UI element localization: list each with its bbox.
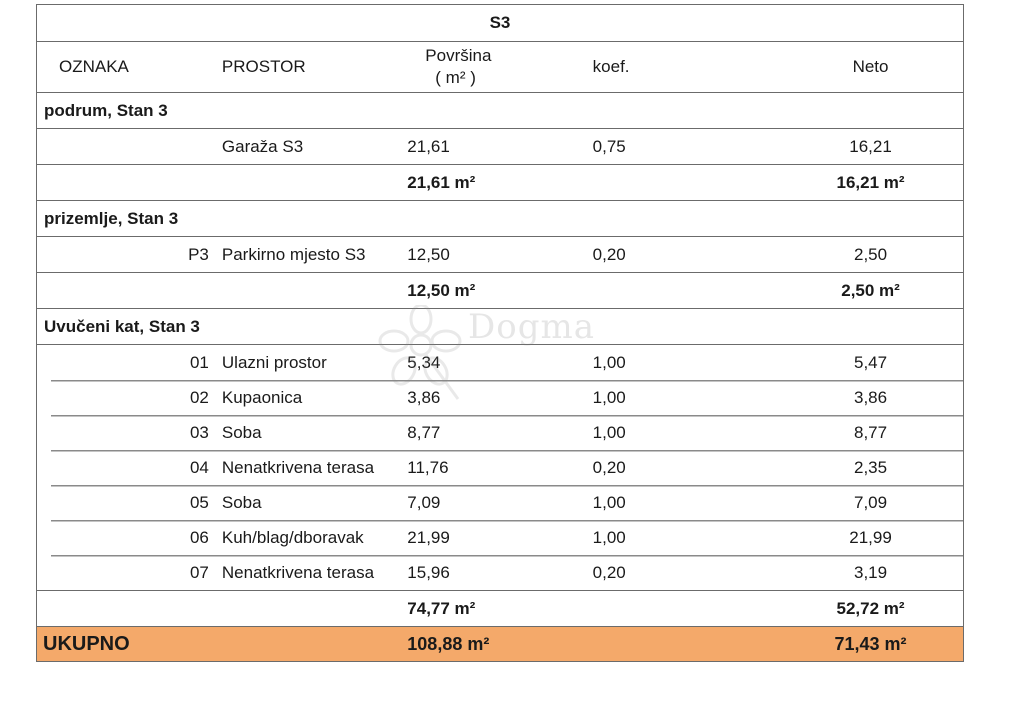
table-row (37, 415, 964, 450)
subtotal-povrsina: 21,61 m² (407, 165, 592, 201)
table-row (37, 380, 964, 415)
cell-koef: 1,00 (593, 380, 778, 415)
cell-povrsina: 12,50 (407, 237, 592, 273)
cell-neto: 21,99 (778, 520, 963, 555)
total-label: UKUPNO (37, 627, 408, 662)
cell-oznaka: 02 (37, 380, 222, 415)
total-spacer (593, 627, 778, 662)
cell-koef: 1,00 (593, 485, 778, 520)
subtotal-spacer (593, 165, 778, 201)
cell-koef: 0,20 (593, 555, 778, 591)
header-povrsina-line1: Površina (425, 46, 492, 65)
cell-koef: 0,20 (593, 450, 778, 485)
cell-prostor: Soba (222, 415, 407, 450)
cell-prostor: Parkirno mjesto S3 (222, 237, 407, 273)
table-title: S3 (489, 13, 511, 32)
subtotal-spacer (222, 591, 407, 627)
cell-prostor: Kuh/blag/dboravak (222, 520, 407, 555)
subtotal-row (37, 591, 964, 627)
table-row (37, 555, 964, 591)
header-povrsina (407, 42, 592, 93)
subtotal-neto: 2,50 m² (778, 273, 963, 309)
subtotal-spacer (593, 591, 778, 627)
subtotal-povrsina: 12,50 m² (407, 273, 592, 309)
cell-koef: 0,20 (593, 237, 778, 273)
cell-prostor: Nenatkrivena terasa (222, 555, 407, 591)
cell-koef: 1,00 (593, 345, 778, 381)
cell-prostor: Garaža S3 (222, 129, 407, 165)
subtotal-neto: 16,21 m² (778, 165, 963, 201)
subtotal-spacer (593, 273, 778, 309)
subtotal-spacer (37, 591, 222, 627)
cell-koef: 1,00 (593, 520, 778, 555)
section-row (37, 309, 964, 345)
cell-neto: 3,19 (778, 555, 963, 591)
cell-oznaka: 07 (37, 555, 222, 591)
header-oznaka: OZNAKA (37, 42, 222, 93)
header-koef: koef. (593, 42, 778, 93)
section-row (37, 93, 964, 129)
cell-koef: 1,00 (593, 415, 778, 450)
total-povrsina: 108,88 m² (407, 627, 592, 662)
cell-neto: 16,21 (778, 129, 963, 165)
total-row (37, 627, 964, 662)
table-row (37, 520, 964, 555)
cell-neto: 5,47 (778, 345, 963, 381)
header-neto: Neto (778, 42, 963, 93)
cell-oznaka: 06 (37, 520, 222, 555)
cell-povrsina: 15,96 (407, 555, 592, 591)
cell-prostor: Kupaonica (222, 380, 407, 415)
cell-povrsina: 3,86 (407, 380, 592, 415)
subtotal-spacer (222, 165, 407, 201)
header-prostor: PROSTOR (222, 42, 407, 93)
header-povrsina-line2: ( m² ) (435, 68, 476, 87)
table-row (37, 485, 964, 520)
subtotal-neto: 52,72 m² (778, 591, 963, 627)
cell-prostor: Ulazni prostor (222, 345, 407, 381)
cell-prostor: Soba (222, 485, 407, 520)
table-title-row (37, 5, 964, 42)
cell-oznaka: 01 (37, 345, 222, 381)
cell-povrsina: 21,99 (407, 520, 592, 555)
cell-neto: 7,09 (778, 485, 963, 520)
table-row (37, 450, 964, 485)
subtotal-spacer (37, 165, 222, 201)
cell-oznaka (37, 129, 222, 165)
cell-povrsina: 8,77 (407, 415, 592, 450)
table-row (37, 345, 964, 381)
header-row (37, 42, 964, 93)
subtotal-row (37, 165, 964, 201)
cell-koef: 0,75 (593, 129, 778, 165)
table-row (37, 129, 964, 165)
cell-oznaka: 04 (37, 450, 222, 485)
cell-povrsina: 21,61 (407, 129, 592, 165)
cell-prostor: Nenatkrivena terasa (222, 450, 407, 485)
section-row (37, 201, 964, 237)
cell-neto: 3,86 (778, 380, 963, 415)
total-neto: 71,43 m² (778, 627, 963, 662)
cell-neto: 2,50 (778, 237, 963, 273)
subtotal-spacer (222, 273, 407, 309)
section-title: prizemlje, Stan 3 (37, 201, 964, 237)
area-table (36, 4, 964, 662)
cell-oznaka: P3 (37, 237, 222, 273)
cell-neto: 2,35 (778, 450, 963, 485)
subtotal-spacer (37, 273, 222, 309)
watermark-brand: Dogma (468, 307, 596, 347)
cell-oznaka: 05 (37, 485, 222, 520)
cell-oznaka: 03 (37, 415, 222, 450)
subtotal-row (37, 273, 964, 309)
section-title: podrum, Stan 3 (37, 93, 964, 129)
cell-povrsina: 7,09 (407, 485, 592, 520)
cell-neto: 8,77 (778, 415, 963, 450)
area-table-sheet (36, 4, 964, 662)
subtotal-povrsina: 74,77 m² (407, 591, 592, 627)
cell-povrsina: 11,76 (407, 450, 592, 485)
cell-povrsina: 5,34 (407, 345, 592, 381)
table-row (37, 237, 964, 273)
section-title: Uvučeni kat, Stan 3 (37, 309, 964, 345)
